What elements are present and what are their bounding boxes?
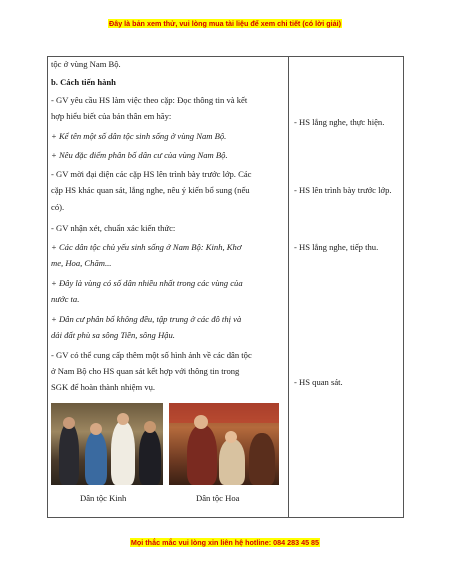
text-line: dải đất phù sa sông Tiền, sông Hậu. — [51, 330, 175, 340]
preview-notice-banner — [0, 19, 450, 28]
text-line: - GV có thể cung cấp thêm một số hình ảnh về các dân tộc — [51, 350, 252, 360]
text-line: - GV mời đại diện các cặp HS lên trình bày trước lớp. Các — [51, 169, 252, 179]
text-line: ở Nam Bộ cho HS quan sát kết hợp với thông tin trong — [51, 366, 240, 376]
student-response: - HS lắng nghe, thực hiện. — [294, 117, 385, 127]
photo-caption-kinh: Dân tộc Kinh — [80, 493, 127, 503]
text-line: + Nêu đặc điểm phân bố dân cư của vùng Nam Bộ. — [51, 150, 228, 160]
text-line: - GV nhận xét, chuẩn xác kiến thức: — [51, 223, 176, 233]
lesson-table — [47, 56, 404, 518]
hoa-people-photo — [169, 403, 279, 485]
hotline-text: Mọi thắc mắc vui lòng xin liên hệ hotline: 084 283 45 85 — [130, 538, 320, 547]
text-line: nước ta. — [51, 294, 80, 304]
student-response: - HS lắng nghe, tiếp thu. — [294, 242, 379, 252]
text-line: SGK để hoàn thành nhiệm vụ. — [51, 382, 156, 392]
preview-notice-text: Đây là bản xem thử, vui lòng mua tài liệu để xem chi tiết (có lời giải) — [109, 19, 341, 28]
student-response: - HS quan sát. — [294, 377, 343, 387]
text-line: tộc ở vùng Nam Bộ. — [51, 59, 121, 69]
text-line: + Kể tên một số dân tộc sinh sống ở vùng Nam Bộ. — [51, 131, 227, 141]
hotline-banner — [0, 538, 450, 547]
text-line: hợp hiểu biết của bản thân em hãy: — [51, 111, 172, 121]
student-response: - HS lên trình bày trước lớp. — [294, 185, 392, 195]
photo-caption-hoa: Dân tộc Hoa — [196, 493, 240, 503]
column-divider — [288, 57, 289, 517]
text-line: + Đây là vùng có số dân nhiều nhất trong các vùng của — [51, 278, 243, 288]
text-line: me, Hoa, Chăm... — [51, 258, 112, 268]
text-line: có). — [51, 202, 65, 212]
text-line: - GV yêu cầu HS làm việc theo cặp: Đọc thông tin và kết — [51, 95, 248, 105]
kinh-people-photo — [51, 403, 163, 485]
text-line: + Các dân tộc chủ yếu sinh sống ở Nam Bộ: Kinh, Khơ — [51, 242, 242, 252]
section-heading: b. Cách tiến hành — [51, 77, 116, 87]
text-line: + Dân cư phân bố không đều, tập trung ở các đô thị và — [51, 314, 242, 324]
text-line: cặp HS khác quan sát, lắng nghe, nêu ý kiến bổ sung (nếu — [51, 185, 250, 195]
